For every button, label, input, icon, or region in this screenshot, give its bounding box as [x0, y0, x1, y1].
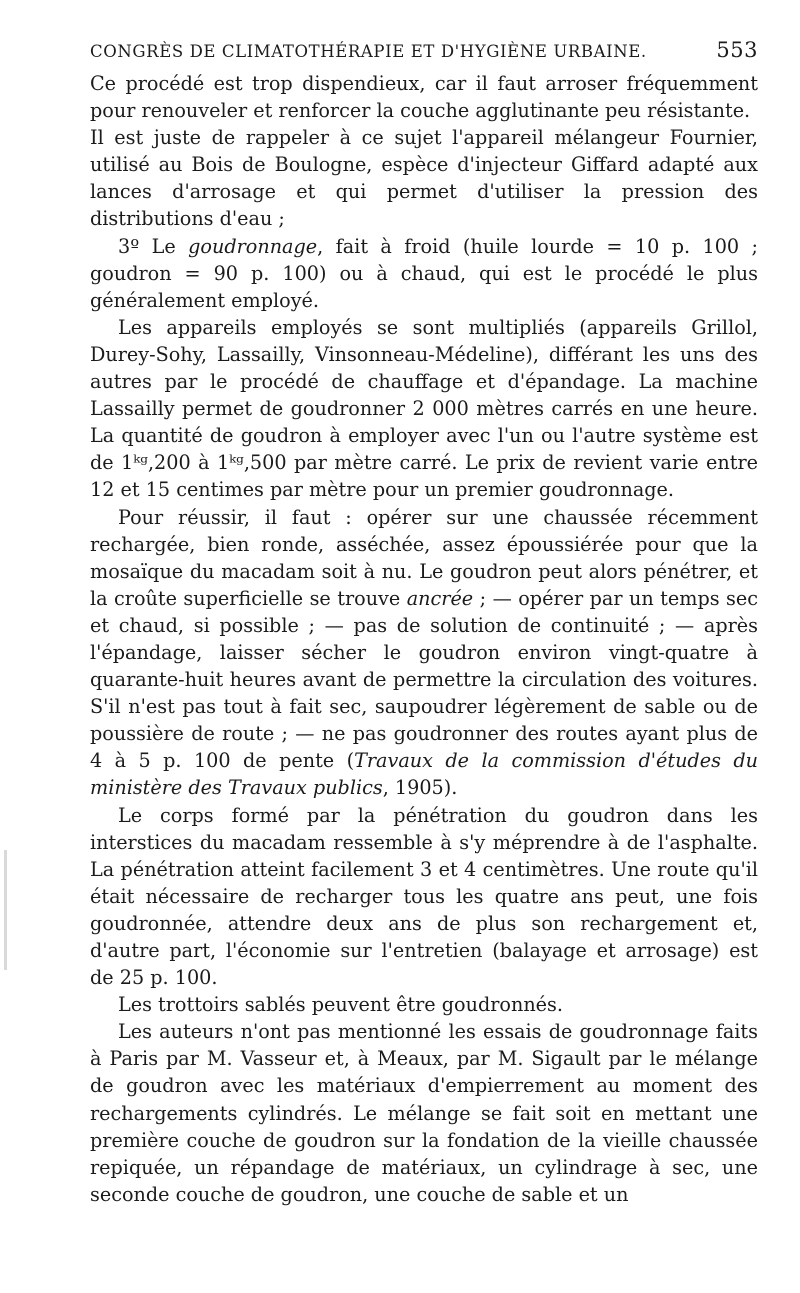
paragraph-1: Ce procédé est trop dispendieux, car il faut arroser fréquemment pour renouveler et renforcer la couche agglutinante peu résistante. — [90, 72, 758, 123]
paragraph-8: Les auteurs n'ont pas mentionné les essais de goudronnage faits à Paris par M. Vasseur et, à Meaux, par M. Sigault par le mélange de goudron avec les matériaux d'empierrement au moment des rechargements cylindrés. Le mélange se fait soit en mettant une première couche de goudron sur la fondation de la vieille chaussée repiquée, un répandage de matériaux, un cylindrage à sec, une seconde couche de goudron, une couche de sable et un — [90, 1020, 758, 1206]
paragraph-7: Les trottoirs sablés peuvent être goudronnés. — [118, 993, 563, 1017]
book-page — [90, 32, 758, 1208]
paragraph-3-end: , fait à froid (huile lourde = 10 p. 100 ; goudron = 90 p. 100) ou à chaud, qui est le procédé le plus généralement employé. — [90, 234, 758, 312]
running-title: CONGRÈS DE CLIMATOTHÉRAPIE ET D'HYGIÈNE URBAINE. — [90, 42, 647, 61]
paragraph-5-end: , 1905). — [382, 776, 458, 800]
paragraph-2: Il est juste de rappeler à ce sujet l'appareil mélangeur Fournier, utilisé au Bois de Boulogne, espèce d'injecteur Giffard adapté aux lances d'arrosage et qui permet d'utiliser la pression des distributions d'eau ; — [90, 126, 758, 231]
term-goudronnage: goudronnage — [188, 234, 318, 258]
paragraph-4: Les appareils employés se sont multipliés (appareils Grillol, Durey-Sohy, Lassailly, Vinsonneau-Médeline), différant les uns des autres par le procédé de chauffage et d'épandage. La machine Lassailly permet de goudronner 2 000 mètres carrés en une heure. La quantité de goudron à employer avec l'un ou l'autre système est de 1ᵏᵍ,200 à 1ᵏᵍ,500 par mètre carré. Le prix de revient varie entre 12 et 15 centimes par mètre pour un premier goudronnage. — [90, 315, 758, 502]
running-header — [90, 32, 758, 68]
paragraph-5-start: Pour réussir, il faut : opérer sur une chaussée récemment rechargée, bien ronde, asséchée, assez époussiérée pour que la mosaïque du macadam soit à nu. Le goudron peut alors pénétrer, et la croûte superficielle se trouve — [90, 505, 758, 610]
page-number: 553 — [716, 38, 758, 62]
paragraph-3-start: 3º Le — [118, 234, 189, 258]
citation-title: Travaux de la commission d'études du ministère des Travaux publics — [90, 749, 758, 800]
paragraph-6: Le corps formé par la pénétration du goudron dans les interstices du macadam ressemble à s'y méprendre à de l'asphalte. La pénétration atteint facilement 3 et 4 centimètres. Une route qu'il était nécessaire de recharger tous les quatre ans peut, une fois goudronnée, attendre deux ans de plus son rechargement et, d'autre part, l'économie sur l'entretien (balayage et arrosage) est de 25 p. 100. — [90, 803, 758, 990]
paragraph-3 — [90, 233, 758, 314]
term-ancree: ancrée — [406, 586, 474, 610]
paragraph-5-middle: ; — opérer par un temps sec et chaud, si possible ; — pas de solution de continuité ; — après l'épandage, laisser sécher le goudron environ vingt-quatre à quarante-huit heures avant de permettre la circulation des voitures. S'il n'est pas tout à fait sec, saupoudrer légèrement de sable ou de poussière de route ; — ne pas goudronner des routes ayant plus de 4 à 5 p. 100 de pente ( — [90, 586, 758, 773]
paragraph-5 — [90, 504, 758, 802]
scan-margin-mark — [4, 850, 7, 970]
